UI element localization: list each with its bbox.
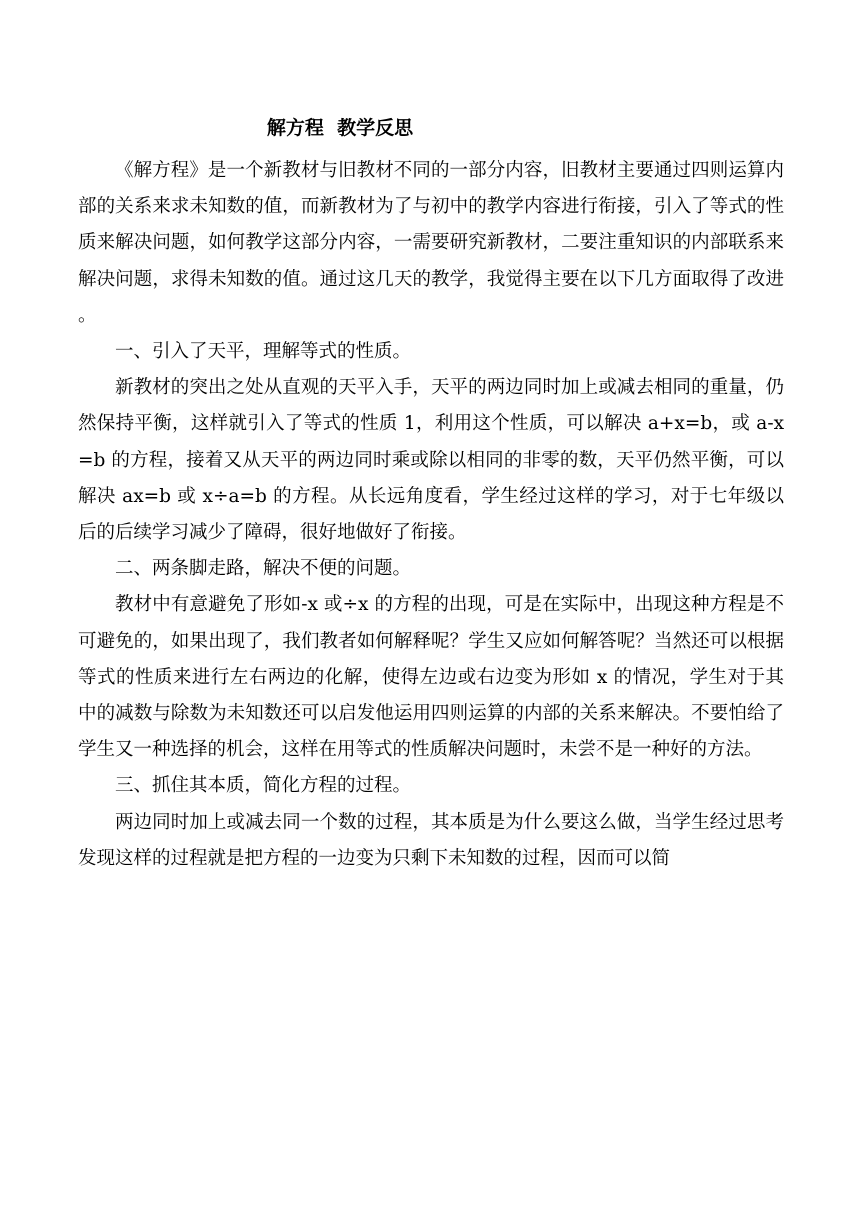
section-heading-1: 一、引入了天平，理解等式的性质。 <box>115 341 412 363</box>
paragraph-section-3: 两边同时加上或减去同一个数的过程，其本质是为什么要这么做，当学生经过思考发现这样的过程就是把方程的一边变为只剩下未知数的过程，因而可以简 <box>78 811 784 869</box>
paragraph-section-2: 教材中有意避免了形如-x 或÷x 的方程的出现，可是在实际中，出现这种方程是不可避免的，如果出现了，我们教者如何解释呢？学生又应如何解答呢？当然还可以根据等式的性质来进行左右两边的化解，使得左边或右边变为形如 x 的情况，学生对于其中的减数与除数为未知数还可以启发他运用四则运算的内部的关系来解决。不要怕给了学生又一种选择的机会，这样在用等式的性质解决问题时，未尝不是一种好的方法。 <box>78 594 784 761</box>
document-title: 解方程 教学反思 <box>266 117 414 139</box>
section-heading-3: 三、抓住其本质，简化方程的过程。 <box>115 775 412 797</box>
paragraph-section-1: 新教材的突出之处从直观的天平入手，天平的两边同时加上或减去相同的重量，仍然保持平衡，这样就引入了等式的性质 1，利用这个性质，可以解决 a+x=b，或 a-x=b 的方程，接着又从天平的两边同时乘或除以相同的非零的数，天平仍然平衡，可以解决 ax=b 或 x÷a=b 的方程。从长远角度看，学生经过这样的学习，对于七年级以后的后续学习减少了障碍，很好地做好了衔接。 <box>78 377 784 544</box>
document-body <box>78 153 784 877</box>
section-heading-2: 二、两条脚走路，解决不便的问题。 <box>115 558 412 580</box>
paragraph-intro: 《解方程》是一个新教材与旧教材不同的一部分内容，旧教材主要通过四则运算内部的关系来求未知数的值，而新教材为了与初中的教学内容进行衔接，引入了等式的性质来解决问题，如何教学这部分内容，一需要研究新教材，二要注重知识的内部联系来解决问题，求得未知数的值。通过这几天的教学，我觉得主要在以下几方面取得了改进。 <box>78 160 784 326</box>
